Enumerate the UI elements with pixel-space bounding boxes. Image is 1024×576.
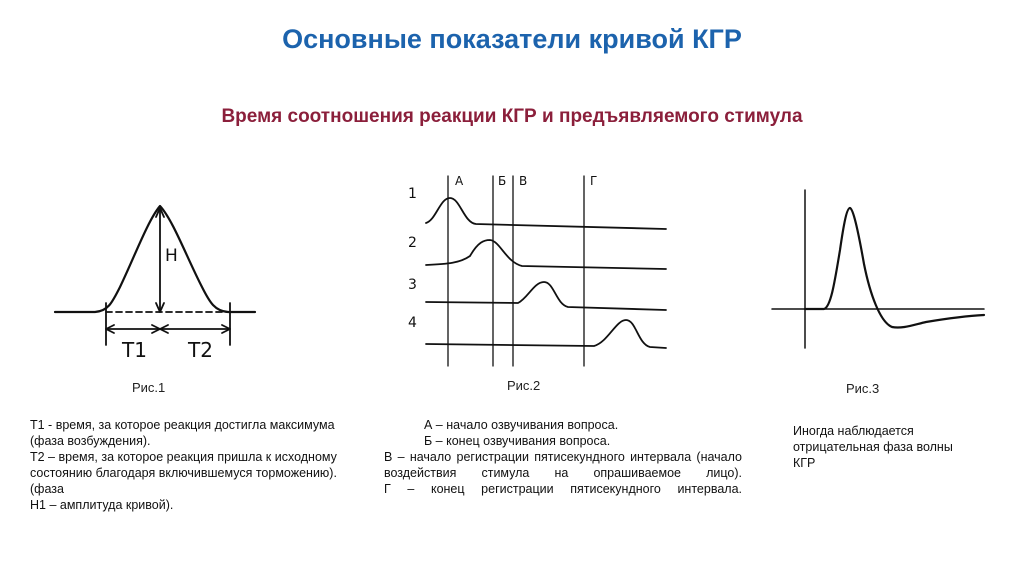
fig2-curve-3: [426, 282, 666, 310]
fig2-row-label-3: 3: [408, 277, 417, 293]
fig2-curve-4: [426, 320, 666, 348]
fig1-caption: Рис.1: [132, 380, 166, 395]
fig2-curve-2: [426, 240, 666, 269]
fig2-col-label-g: Г: [590, 174, 598, 188]
fig2-description-a: А – начало озвучивания вопроса.: [424, 418, 619, 432]
page-subtitle: Время соотношения реакции КГР и предъявляемого стимула: [221, 106, 803, 127]
fig1-gsr-curve: [55, 206, 255, 312]
fig3-description-text: Иногда наблюдается отрицательная фаза волны КГР: [793, 424, 953, 470]
fig2-description: [384, 417, 742, 497]
fig2-caption: Рис.2: [507, 378, 541, 393]
fig1-label-t1: T1: [122, 338, 147, 362]
figure-3-diagram: [768, 182, 990, 357]
fig1-label-t2: T2: [188, 338, 213, 362]
fig1-description-t1: Т1 - время, за которое реакция достигла максимума (фаза возбуждения).: [30, 418, 335, 448]
fig2-description-b: Б – конец озвучивания вопроса.: [424, 434, 611, 448]
fig1-description: [30, 417, 342, 513]
fig2-col-label-a: А: [455, 174, 464, 188]
fig1-description-h1: Н1 – амплитуда кривой).: [30, 498, 174, 512]
fig2-col-label-b: Б: [498, 174, 507, 188]
fig2-row-label-1: 1: [408, 186, 417, 202]
fig2-curve-1: [426, 198, 666, 229]
fig2-description-g: Г – конец регистрации пятисекундного интервала.: [384, 482, 742, 496]
fig1-description-t2: Т2 – время, за которое реакция пришла к исходному состоянию благодаря включившемуся торможению). (фаза: [30, 450, 337, 496]
page-title: Основные показатели кривой КГР: [282, 24, 742, 54]
fig2-row-label-4: 4: [408, 315, 417, 331]
fig1-label-h: Н: [165, 246, 178, 266]
fig2-row-label-2: 2: [408, 235, 417, 251]
fig3-caption: Рис.3: [846, 381, 880, 396]
figure-1-diagram: [50, 195, 260, 370]
fig2-description-v: В – начало регистрации пятисекундного интервала (начало воздействия стимула на опрашиваемое лицо).: [384, 450, 742, 480]
fig3-description: [793, 423, 958, 471]
fig2-col-label-v: В: [519, 174, 528, 188]
figure-2-diagram: [398, 170, 673, 370]
